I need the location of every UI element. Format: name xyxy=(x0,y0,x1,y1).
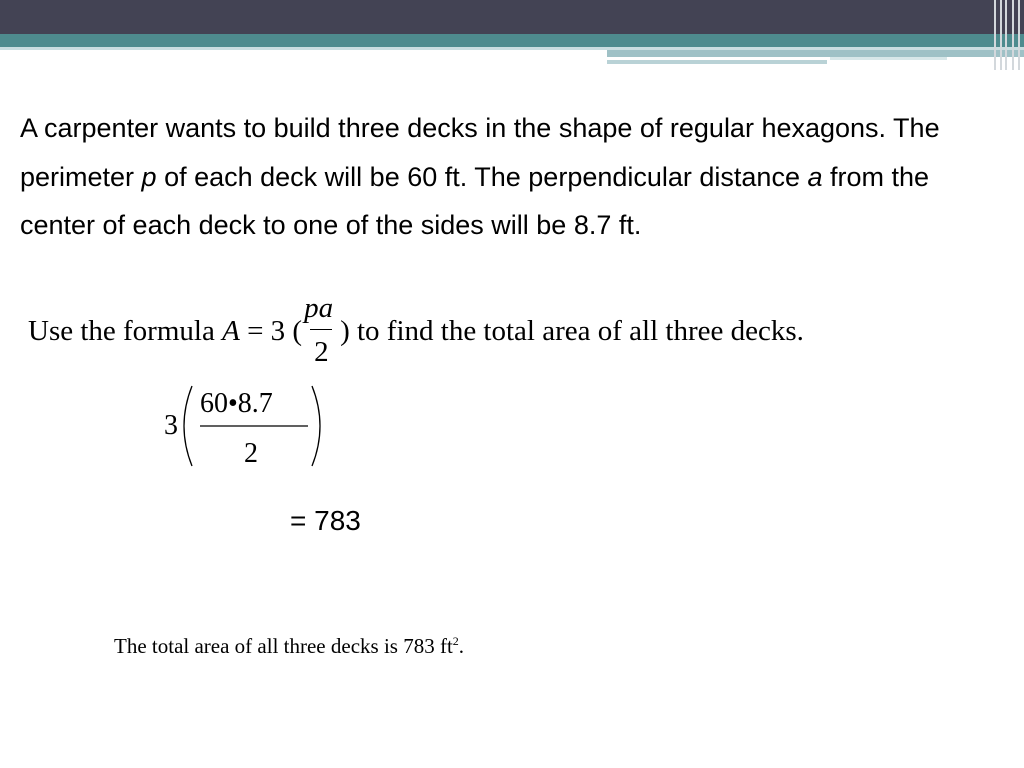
header-accent-band-thin xyxy=(607,60,827,64)
fraction-bar xyxy=(310,329,332,330)
problem-text-part: A carpenter wants to build three decks in the shape of regular hexagons. The perimeter xyxy=(20,113,940,192)
header-accent-band-line xyxy=(830,57,947,60)
header-accent-band xyxy=(607,50,1024,57)
header-dark-band xyxy=(0,0,1024,34)
formula-suffix: ) to find the total area of all three decks. xyxy=(340,315,804,347)
formula-instruction xyxy=(28,292,1024,368)
conclusion-sentence: The total area of all three decks is 783 ft xyxy=(114,634,453,658)
variable-A: A xyxy=(222,315,240,347)
conclusion-period: . xyxy=(458,634,465,658)
problem-text-part: from the center of each deck to one of the sides will be 8.7 ft. xyxy=(20,161,930,240)
computation-coefficient: 3 xyxy=(164,410,178,441)
conclusion-text xyxy=(114,634,464,659)
result-value: = 783 xyxy=(290,505,361,536)
fraction-denominator: 2 xyxy=(314,336,329,368)
problem-text xyxy=(20,104,1000,250)
variable-p: p xyxy=(141,161,157,192)
right-paren xyxy=(312,386,320,466)
left-paren xyxy=(184,386,192,466)
formula-prefix: Use the formula xyxy=(28,315,223,347)
formula-fraction xyxy=(302,292,340,368)
computation-denominator: 2 xyxy=(244,438,258,469)
fraction-numerator: pa xyxy=(304,292,334,324)
computation-numerator: 60•8.7 xyxy=(200,388,273,419)
computation-expression xyxy=(160,380,340,472)
formula-equals: = 3 ( xyxy=(239,315,303,347)
problem-text-part: of each deck will be 60 ft. The perpendicular distance xyxy=(156,161,808,192)
header-vertical-stripes xyxy=(990,0,1024,70)
variable-a: a xyxy=(807,161,823,192)
header-teal-band xyxy=(0,34,1024,47)
unit-exponent: 2 xyxy=(452,634,459,648)
